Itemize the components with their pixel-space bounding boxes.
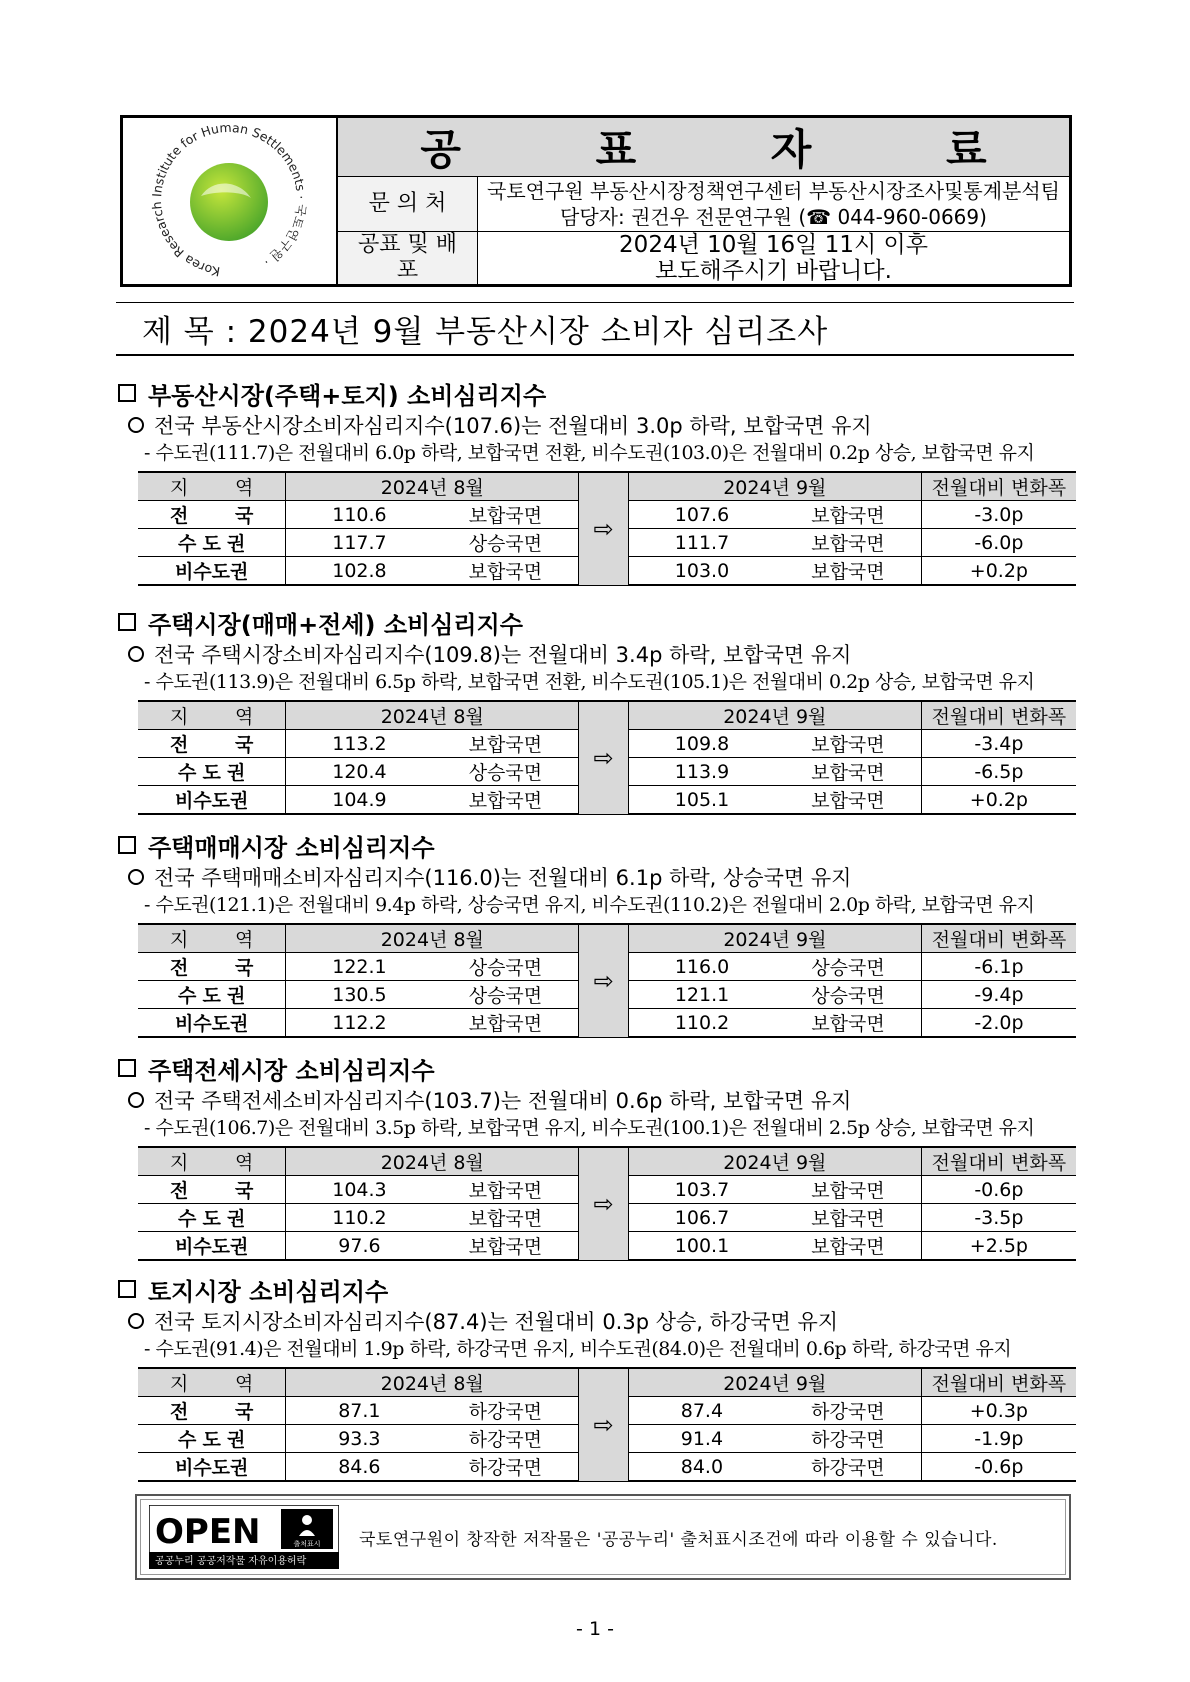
- release-label: 공표 및 배포: [338, 232, 478, 284]
- section-housing-sale: [116, 828, 1076, 1038]
- region-cell: 전 국: [138, 730, 286, 758]
- region-cell: 비수도권: [138, 1453, 286, 1482]
- sep-value: 100.1: [628, 1232, 775, 1261]
- section-heading-row: [116, 376, 1076, 410]
- summary-row: [116, 411, 1076, 439]
- header-region: 지 역: [138, 472, 286, 501]
- aug-phase: 보합국면: [433, 730, 579, 758]
- header-change: 전월대비 변화폭: [921, 924, 1076, 953]
- change-value: -3.0p: [921, 501, 1076, 529]
- sep-value: 116.0: [628, 953, 775, 981]
- release-value: [478, 232, 1069, 284]
- aug-phase: 보합국면: [433, 1009, 579, 1038]
- aug-value: 104.9: [286, 786, 433, 815]
- aug-phase: 상승국면: [433, 529, 579, 557]
- section-detail: - 수도권(111.7)은 전월대비 6.0p 하락, 보합국면 전환, 비수도권(103.0)은 전월대비 0.2p 상승, 보합국면 유지: [144, 442, 1035, 464]
- change-value: -3.4p: [921, 730, 1076, 758]
- sep-phase: 보합국면: [775, 786, 921, 815]
- kogl-open-logo: [149, 1505, 339, 1569]
- change-value: -6.1p: [921, 953, 1076, 981]
- sep-value: 109.8: [628, 730, 775, 758]
- open-text: OPEN: [155, 1512, 261, 1552]
- sep-phase: 하강국면: [775, 1397, 921, 1425]
- header-sep: 2024년 9월: [628, 701, 921, 730]
- section-heading: 주택전세시장 소비심리지수: [148, 1056, 435, 1085]
- aug-value: 87.1: [286, 1397, 433, 1425]
- header-aug: 2024년 8월: [286, 924, 579, 953]
- region-cell: 전 국: [138, 1176, 286, 1204]
- krihs-logo: [123, 118, 338, 284]
- aug-value: 122.1: [286, 953, 433, 981]
- index-table: [138, 1146, 1076, 1261]
- table-header-row: [138, 701, 1076, 730]
- change-value: -1.9p: [921, 1425, 1076, 1453]
- change-value: -0.6p: [921, 1453, 1076, 1482]
- region-cell: 전 국: [138, 953, 286, 981]
- sep-value: 113.9: [628, 758, 775, 786]
- table-header-row: [138, 924, 1076, 953]
- checkbox-square-icon: [118, 836, 136, 854]
- aug-phase: 하강국면: [432, 1425, 578, 1453]
- region-cell: 비수도권: [138, 786, 286, 815]
- sep-value: 91.4: [628, 1425, 775, 1453]
- summary-row: [116, 640, 1076, 668]
- aug-phase: 하강국면: [432, 1453, 578, 1482]
- page-number: - 1 -: [576, 1618, 614, 1640]
- header-change: 전월대비 변화폭: [921, 1368, 1076, 1397]
- header-region: 지 역: [138, 924, 286, 953]
- circle-bullet-icon: [128, 417, 144, 433]
- contact-line-2: 담당자: 권건우 전문연구원 (☎ 044-960-0669): [560, 205, 987, 229]
- sep-phase: 하강국면: [775, 1453, 921, 1482]
- aug-value: 110.2: [286, 1204, 433, 1232]
- section-detail: - 수도권(91.4)은 전월대비 1.9p 하락, 하강국면 유지, 비수도권(84.0)은 전월대비 0.6p 하락, 하강국면 유지: [144, 1338, 1012, 1360]
- arrow-right-icon: ⇨: [579, 1368, 629, 1481]
- sep-phase: 보합국면: [775, 529, 921, 557]
- release-row: [338, 232, 1069, 284]
- aug-phase: 하강국면: [432, 1397, 578, 1425]
- checkbox-square-icon: [118, 613, 136, 631]
- sep-phase: 보합국면: [775, 557, 921, 586]
- sep-value: 121.1: [628, 981, 775, 1009]
- index-table: [138, 1367, 1076, 1482]
- header-region: 지 역: [138, 1368, 286, 1397]
- checkbox-square-icon: [118, 1280, 136, 1298]
- section-detail: - 수도권(106.7)은 전월대비 3.5p 하락, 보합국면 유지, 비수도권(100.1)은 전월대비 2.5p 상승, 보합국면 유지: [144, 1117, 1035, 1139]
- sep-value: 87.4: [628, 1397, 775, 1425]
- aug-value: 102.8: [286, 557, 433, 586]
- aug-phase: 보합국면: [433, 501, 579, 529]
- change-value: +0.2p: [921, 786, 1076, 815]
- summary-row: [116, 863, 1076, 891]
- sep-phase: 하강국면: [775, 1425, 921, 1453]
- region-cell: 수 도 권: [138, 529, 286, 557]
- aug-value: 104.3: [286, 1176, 433, 1204]
- aug-value: 120.4: [286, 758, 433, 786]
- section-heading-row: [116, 1051, 1076, 1085]
- document-title: 제 목 : 2024년 9월 부동산시장 소비자 심리조사: [116, 302, 1074, 356]
- sep-phase: 보합국면: [775, 1176, 921, 1204]
- circle-bullet-icon: [128, 869, 144, 885]
- release-line-2: 보도해주시기 바랍니다.: [655, 258, 892, 284]
- region-cell: 수 도 권: [138, 758, 286, 786]
- change-value: -6.5p: [921, 758, 1076, 786]
- aug-value: 112.2: [286, 1009, 433, 1038]
- sep-phase: 보합국면: [775, 501, 921, 529]
- index-table: [138, 700, 1076, 815]
- header-title-row: [338, 118, 1069, 177]
- header-change: 전월대비 변화폭: [921, 701, 1076, 730]
- sep-value: 107.6: [628, 501, 775, 529]
- change-value: +2.5p: [921, 1232, 1076, 1261]
- sep-value: 84.0: [628, 1453, 775, 1482]
- aug-phase: 상승국면: [433, 981, 579, 1009]
- contact-line-1: 국토연구원 부동산시장정책연구센터 부동산시장조사및통계분석팀: [487, 179, 1060, 203]
- header-title: 공 표 자 료: [420, 125, 1047, 174]
- contact-value: [478, 177, 1069, 231]
- section-heading-row: [116, 605, 1076, 639]
- aug-value: 93.3: [286, 1425, 433, 1453]
- section-real-estate: [116, 376, 1076, 586]
- change-value: +0.2p: [921, 557, 1076, 586]
- sep-phase: 보합국면: [775, 1232, 921, 1261]
- change-value: -6.0p: [921, 529, 1076, 557]
- sep-phase: 보합국면: [775, 758, 921, 786]
- header-change: 전월대비 변화폭: [921, 1147, 1076, 1176]
- aug-phase: 보합국면: [433, 1176, 579, 1204]
- arrow-right-icon: ⇨: [579, 1147, 629, 1260]
- header-aug: 2024년 8월: [286, 701, 579, 730]
- header-region: 지 역: [138, 1147, 286, 1176]
- section-summary: 전국 주택전세소비자심리지수(103.7)는 전월대비 0.6p 하락, 보합국면 유지: [154, 1089, 852, 1113]
- section-heading: 주택매매시장 소비심리지수: [148, 833, 435, 862]
- arrow-right-icon: ⇨: [579, 924, 629, 1037]
- section-housing: [116, 605, 1076, 815]
- section-heading: 주택시장(매매+전세) 소비심리지수: [148, 610, 523, 639]
- header-sep: 2024년 9월: [628, 1147, 921, 1176]
- header-change: 전월대비 변화폭: [921, 472, 1076, 501]
- sep-phase: 상승국면: [775, 953, 921, 981]
- circle-bullet-icon: [128, 1092, 144, 1108]
- header-sep: 2024년 9월: [628, 924, 921, 953]
- aug-value: 117.7: [286, 529, 433, 557]
- summary-row: [116, 1307, 1076, 1335]
- aug-phase: 보합국면: [433, 786, 579, 815]
- summary-row: [116, 1086, 1076, 1114]
- press-release-header: [120, 115, 1072, 287]
- arrow-right-icon: ⇨: [579, 472, 629, 585]
- section-land: [116, 1272, 1076, 1482]
- contact-label: 문 의 처: [338, 177, 478, 231]
- change-value: -3.5p: [921, 1204, 1076, 1232]
- sep-phase: 보합국면: [775, 730, 921, 758]
- aug-phase: 보합국면: [433, 557, 579, 586]
- license-statement: 국토연구원이 창작한 저작물은 '공공누리' 출처표시조건에 따라 이용할 수 있습니다.: [359, 1529, 998, 1550]
- region-cell: 비수도권: [138, 1009, 286, 1038]
- change-value: -9.4p: [921, 981, 1076, 1009]
- region-cell: 비수도권: [138, 1232, 286, 1261]
- aug-phase: 보합국면: [433, 1232, 579, 1261]
- circle-bullet-icon: [128, 1313, 144, 1329]
- header-sep: 2024년 9월: [628, 472, 921, 501]
- sep-value: 105.1: [628, 786, 775, 815]
- arrow-right-icon: ⇨: [579, 701, 629, 814]
- aug-value: 110.6: [286, 501, 433, 529]
- sep-value: 106.7: [628, 1204, 775, 1232]
- sep-value: 111.7: [628, 529, 775, 557]
- header-aug: 2024년 8월: [286, 1147, 579, 1176]
- section-heading: 토지시장 소비심리지수: [148, 1277, 389, 1306]
- table-header-row: [138, 472, 1076, 501]
- header-region: 지 역: [138, 701, 286, 730]
- contact-row: [338, 177, 1069, 232]
- section-summary: 전국 주택시장소비자심리지수(109.8)는 전월대비 3.4p 하락, 보합국면 유지: [154, 643, 852, 667]
- region-cell: 수 도 권: [138, 1425, 286, 1453]
- header-aug: 2024년 8월: [286, 1368, 579, 1397]
- aug-value: 130.5: [286, 981, 433, 1009]
- aug-value: 97.6: [286, 1232, 433, 1261]
- section-summary: 전국 부동산시장소비자심리지수(107.6)는 전월대비 3.0p 하락, 보합국면 유지: [154, 414, 872, 438]
- section-heading-row: [116, 1272, 1076, 1306]
- logo-ring-text: Korea Research Institute for Human Settlements · 국토연구원 ·: [148, 119, 310, 280]
- aug-phase: 상승국면: [433, 758, 579, 786]
- region-cell: 수 도 권: [138, 981, 286, 1009]
- change-value: -0.6p: [921, 1176, 1076, 1204]
- section-heading: 부동산시장(주택+토지) 소비심리지수: [148, 381, 547, 410]
- header-sep: 2024년 9월: [628, 1368, 921, 1397]
- sep-phase: 보합국면: [775, 1009, 921, 1038]
- release-line-1: 2024년 10월 16일 11시 이후: [619, 232, 928, 258]
- kogl-license-box: [135, 1494, 1071, 1580]
- region-cell: 비수도권: [138, 557, 286, 586]
- sep-phase: 상승국면: [775, 981, 921, 1009]
- circle-bullet-icon: [128, 646, 144, 662]
- section-heading-row: [116, 828, 1076, 862]
- attribution-badge-text: 출처표시: [293, 1540, 321, 1548]
- aug-value: 113.2: [286, 730, 433, 758]
- checkbox-square-icon: [118, 384, 136, 402]
- table-header-row: [138, 1368, 1076, 1397]
- section-summary: 전국 토지시장소비자심리지수(87.4)는 전월대비 0.3p 상승, 하강국면 유지: [154, 1310, 839, 1334]
- region-cell: 전 국: [138, 501, 286, 529]
- change-value: -2.0p: [921, 1009, 1076, 1038]
- aug-value: 84.6: [286, 1453, 433, 1482]
- sep-phase: 보합국면: [775, 1204, 921, 1232]
- kogl-sub-text: 공공누리 공공저작물 자유이용허락: [155, 1556, 307, 1567]
- aug-phase: 상승국면: [433, 953, 579, 981]
- checkbox-square-icon: [118, 1059, 136, 1077]
- index-table: [138, 471, 1076, 586]
- region-cell: 수 도 권: [138, 1204, 286, 1232]
- region-cell: 전 국: [138, 1397, 286, 1425]
- section-detail: - 수도권(113.9)은 전월대비 6.5p 하락, 보합국면 전환, 비수도권(105.1)은 전월대비 0.2p 상승, 보합국면 유지: [144, 671, 1035, 693]
- sep-value: 110.2: [628, 1009, 775, 1038]
- aug-phase: 보합국면: [433, 1204, 579, 1232]
- header-aug: 2024년 8월: [286, 472, 579, 501]
- section-detail: - 수도권(121.1)은 전월대비 9.4p 하락, 상승국면 유지, 비수도권(110.2)은 전월대비 2.0p 하락, 보합국면 유지: [144, 894, 1035, 916]
- section-summary: 전국 주택매매소비자심리지수(116.0)는 전월대비 6.1p 하락, 상승국면 유지: [154, 866, 852, 890]
- sep-value: 103.0: [628, 557, 775, 586]
- table-header-row: [138, 1147, 1076, 1176]
- change-value: +0.3p: [921, 1397, 1076, 1425]
- sep-value: 103.7: [628, 1176, 775, 1204]
- index-table: [138, 923, 1076, 1038]
- section-housing-jeonse: [116, 1051, 1076, 1261]
